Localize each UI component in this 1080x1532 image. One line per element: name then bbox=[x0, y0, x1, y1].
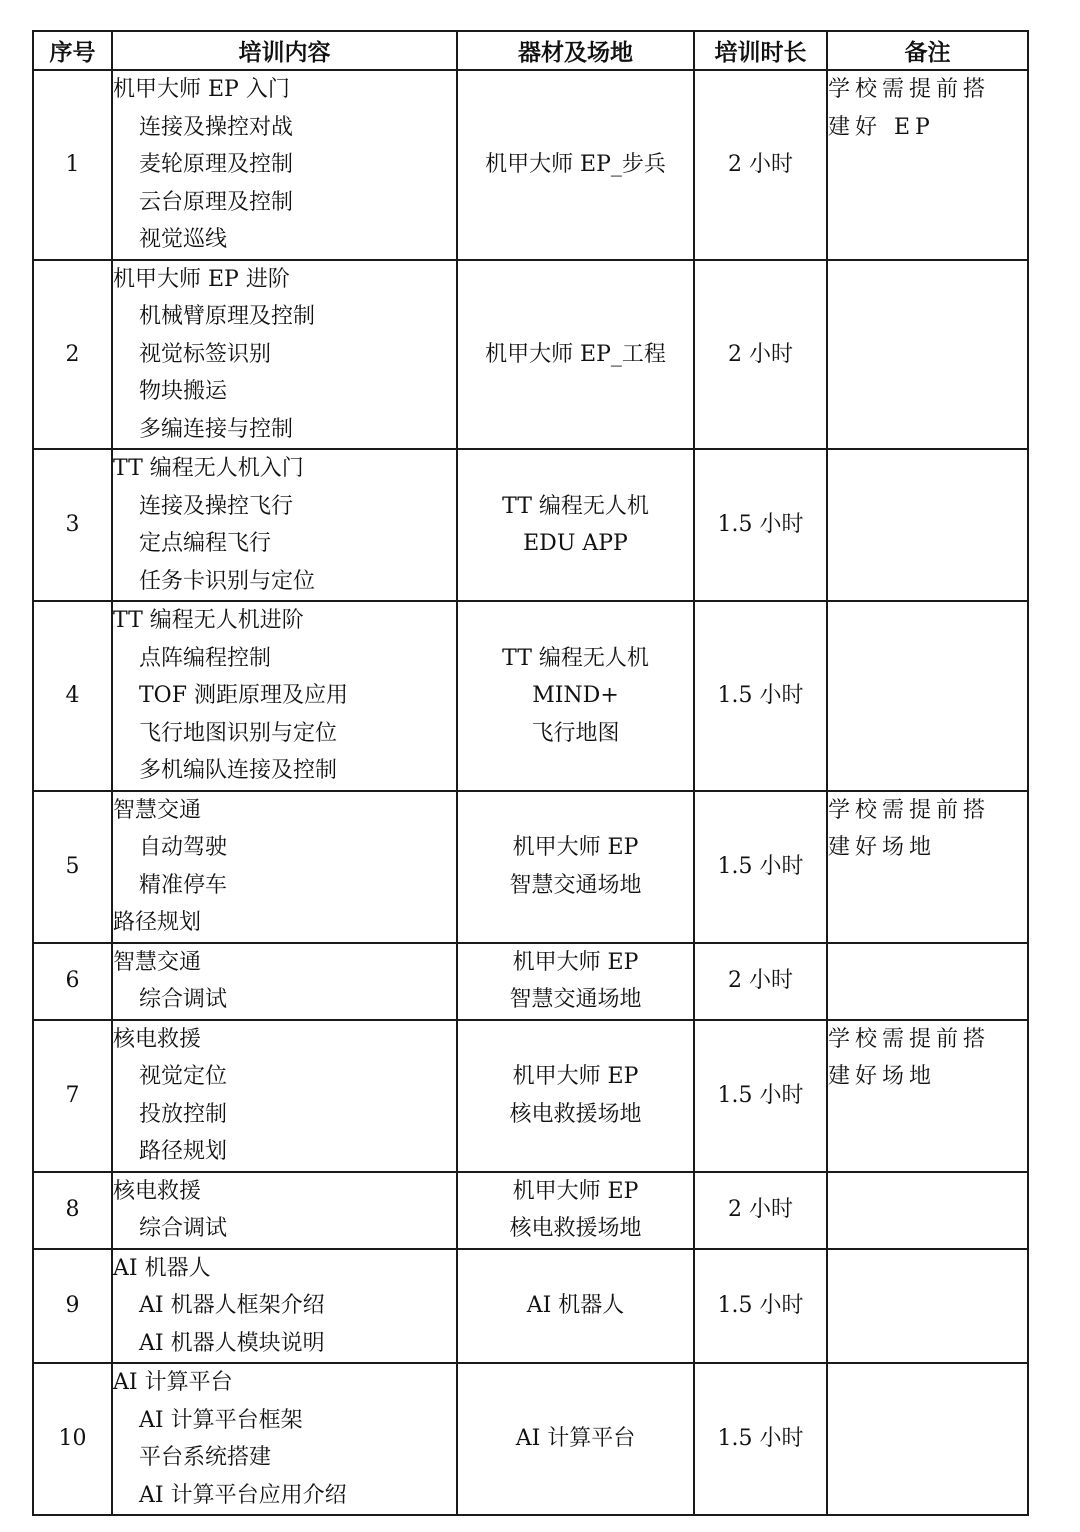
equipment-item: 核电救援场地 bbox=[509, 1101, 642, 1127]
training-content-cell bbox=[112, 1249, 457, 1364]
content-item: 自动驾驶 bbox=[139, 835, 228, 860]
note-text: 建好 EP bbox=[828, 114, 935, 140]
duration-cell: 1.5 小时 bbox=[694, 1249, 827, 1364]
table-row bbox=[33, 449, 1028, 601]
training-content-cell bbox=[112, 1020, 457, 1172]
equipment-item: 飞行地图 bbox=[531, 720, 620, 746]
content-item: 视觉标签识别 bbox=[139, 341, 272, 367]
duration-cell: 1.5 小时 bbox=[694, 791, 827, 943]
row-number: 6 bbox=[33, 943, 112, 1020]
table-row bbox=[33, 70, 1028, 260]
content-item: TOF 测距原理及应用 bbox=[139, 683, 348, 708]
equipment-item: 机甲大师 EP bbox=[512, 1178, 639, 1204]
duration-cell: 1.5 小时 bbox=[694, 449, 827, 601]
note-text: 建好场地 bbox=[828, 835, 937, 860]
equipment-cell bbox=[457, 260, 694, 450]
row-number: 2 bbox=[33, 260, 112, 450]
equipment-cell bbox=[457, 601, 694, 791]
note-cell bbox=[827, 1020, 1028, 1172]
training-content-cell bbox=[112, 943, 457, 1020]
equipment-item: AI 计算平台 bbox=[515, 1426, 636, 1452]
content-title: 核电救援 bbox=[113, 1026, 202, 1052]
duration-cell: 1.5 小时 bbox=[694, 1020, 827, 1172]
note-text: 学校需提前搭 bbox=[828, 77, 991, 102]
equipment-cell bbox=[457, 1249, 694, 1364]
training-schedule-table bbox=[32, 30, 1029, 1516]
header-note: 备注 bbox=[827, 31, 1028, 70]
header-duration: 培训时长 bbox=[694, 31, 827, 70]
duration-cell: 2 小时 bbox=[694, 943, 827, 1020]
equipment-item: 机甲大师 EP bbox=[512, 1064, 639, 1089]
row-number: 3 bbox=[33, 449, 112, 601]
equipment-item: 机甲大师 EP bbox=[512, 835, 639, 860]
equipment-item: 机甲大师 EP_工程 bbox=[485, 341, 666, 367]
equipment-item: 核电救援场地 bbox=[509, 1216, 642, 1241]
content-item: 综合调试 bbox=[139, 987, 228, 1012]
content-item: 综合调试 bbox=[139, 1216, 228, 1241]
duration-cell: 2 小时 bbox=[694, 1172, 827, 1249]
equipment-item: TT 编程无人机 bbox=[502, 645, 649, 671]
note-cell bbox=[827, 791, 1028, 943]
training-content-cell bbox=[112, 449, 457, 601]
content-title: AI 机器人 bbox=[113, 1255, 211, 1281]
equipment-cell bbox=[457, 1363, 694, 1515]
row-number: 9 bbox=[33, 1249, 112, 1364]
duration-cell: 2 小时 bbox=[694, 260, 827, 450]
note-cell bbox=[827, 1363, 1028, 1515]
equipment-item: 机甲大师 EP bbox=[512, 949, 639, 975]
content-item: 多编连接与控制 bbox=[139, 416, 294, 442]
table-row bbox=[33, 1249, 1028, 1364]
training-content-cell bbox=[112, 791, 457, 943]
header-row bbox=[33, 31, 1028, 70]
note-cell bbox=[827, 1172, 1028, 1249]
equipment-cell bbox=[457, 1020, 694, 1172]
equipment-item: MIND+ bbox=[532, 683, 619, 708]
training-content-cell bbox=[112, 601, 457, 791]
header-content: 培训内容 bbox=[112, 31, 457, 70]
content-item: 麦轮原理及控制 bbox=[139, 152, 294, 177]
content-item: 路径规划 bbox=[113, 910, 202, 935]
equipment-item: AI 机器人 bbox=[526, 1293, 625, 1318]
training-content-cell bbox=[112, 70, 457, 260]
content-item: AI 机器人框架介绍 bbox=[139, 1293, 325, 1318]
row-number: 8 bbox=[33, 1172, 112, 1249]
content-item: 路径规划 bbox=[139, 1139, 228, 1164]
content-item: 飞行地图识别与定位 bbox=[139, 720, 338, 746]
content-item: 视觉巡线 bbox=[139, 227, 228, 252]
equipment-cell bbox=[457, 1172, 694, 1249]
equipment-cell bbox=[457, 943, 694, 1020]
note-cell bbox=[827, 1249, 1028, 1364]
note-cell bbox=[827, 449, 1028, 601]
note-cell bbox=[827, 70, 1028, 260]
content-title: TT 编程无人机入门 bbox=[113, 456, 304, 481]
table-row bbox=[33, 791, 1028, 943]
equipment-cell bbox=[457, 70, 694, 260]
content-title: 机甲大师 EP 入门 bbox=[113, 77, 290, 102]
duration-cell: 1.5 小时 bbox=[694, 601, 827, 791]
header-equipment: 器材及场地 bbox=[457, 31, 694, 70]
content-item: 定点编程飞行 bbox=[139, 531, 272, 556]
note-text: 建好场地 bbox=[828, 1064, 937, 1089]
note-text: 学校需提前搭 bbox=[828, 1026, 991, 1052]
row-number: 1 bbox=[33, 70, 112, 260]
content-item: 机械臂原理及控制 bbox=[139, 304, 316, 329]
content-title: 智慧交通 bbox=[113, 949, 202, 975]
content-title: 智慧交通 bbox=[113, 797, 202, 823]
equipment-cell bbox=[457, 449, 694, 601]
content-item: 云台原理及控制 bbox=[139, 189, 294, 215]
table-row bbox=[33, 260, 1028, 450]
table-body bbox=[33, 70, 1028, 1515]
table-row bbox=[33, 1363, 1028, 1515]
content-title: TT 编程无人机进阶 bbox=[113, 608, 304, 633]
content-title: 核电救援 bbox=[113, 1178, 202, 1204]
table-row bbox=[33, 943, 1028, 1020]
note-cell bbox=[827, 260, 1028, 450]
content-item: 任务卡识别与定位 bbox=[139, 568, 316, 594]
note-cell bbox=[827, 601, 1028, 791]
equipment-item: TT 编程无人机 bbox=[502, 493, 649, 519]
row-number: 7 bbox=[33, 1020, 112, 1172]
content-item: AI 计算平台框架 bbox=[139, 1407, 303, 1433]
duration-cell: 1.5 小时 bbox=[694, 1363, 827, 1515]
content-item: 连接及操控对战 bbox=[139, 114, 294, 140]
row-number: 10 bbox=[33, 1363, 112, 1515]
content-title: 机甲大师 EP 进阶 bbox=[113, 266, 290, 292]
note-cell bbox=[827, 943, 1028, 1020]
row-number: 5 bbox=[33, 791, 112, 943]
content-item: 连接及操控飞行 bbox=[139, 493, 294, 519]
equipment-item: EDU APP bbox=[523, 531, 628, 556]
row-number: 4 bbox=[33, 601, 112, 791]
duration-cell: 2 小时 bbox=[694, 70, 827, 260]
note-text: 学校需提前搭 bbox=[828, 797, 991, 823]
content-item: 物块搬运 bbox=[139, 379, 228, 404]
table-row bbox=[33, 601, 1028, 791]
content-item: 视觉定位 bbox=[139, 1064, 228, 1089]
content-item: 点阵编程控制 bbox=[139, 645, 272, 671]
equipment-item: 机甲大师 EP_步兵 bbox=[485, 152, 666, 177]
content-title: AI 计算平台 bbox=[113, 1370, 233, 1395]
content-item: 多机编队连接及控制 bbox=[139, 758, 338, 783]
training-content-cell bbox=[112, 1172, 457, 1249]
content-item: 平台系统搭建 bbox=[139, 1445, 272, 1470]
table-row bbox=[33, 1172, 1028, 1249]
equipment-item: 智慧交通场地 bbox=[509, 987, 642, 1012]
table-row bbox=[33, 1020, 1028, 1172]
content-item: AI 机器人模块说明 bbox=[139, 1330, 325, 1356]
training-content-cell bbox=[112, 1363, 457, 1515]
content-item: AI 计算平台应用介绍 bbox=[139, 1482, 347, 1508]
header-number: 序号 bbox=[33, 31, 112, 70]
content-item: 精准停车 bbox=[139, 872, 228, 898]
training-content-cell bbox=[112, 260, 457, 450]
equipment-item: 智慧交通场地 bbox=[509, 872, 642, 898]
content-item: 投放控制 bbox=[139, 1101, 228, 1127]
equipment-cell bbox=[457, 791, 694, 943]
